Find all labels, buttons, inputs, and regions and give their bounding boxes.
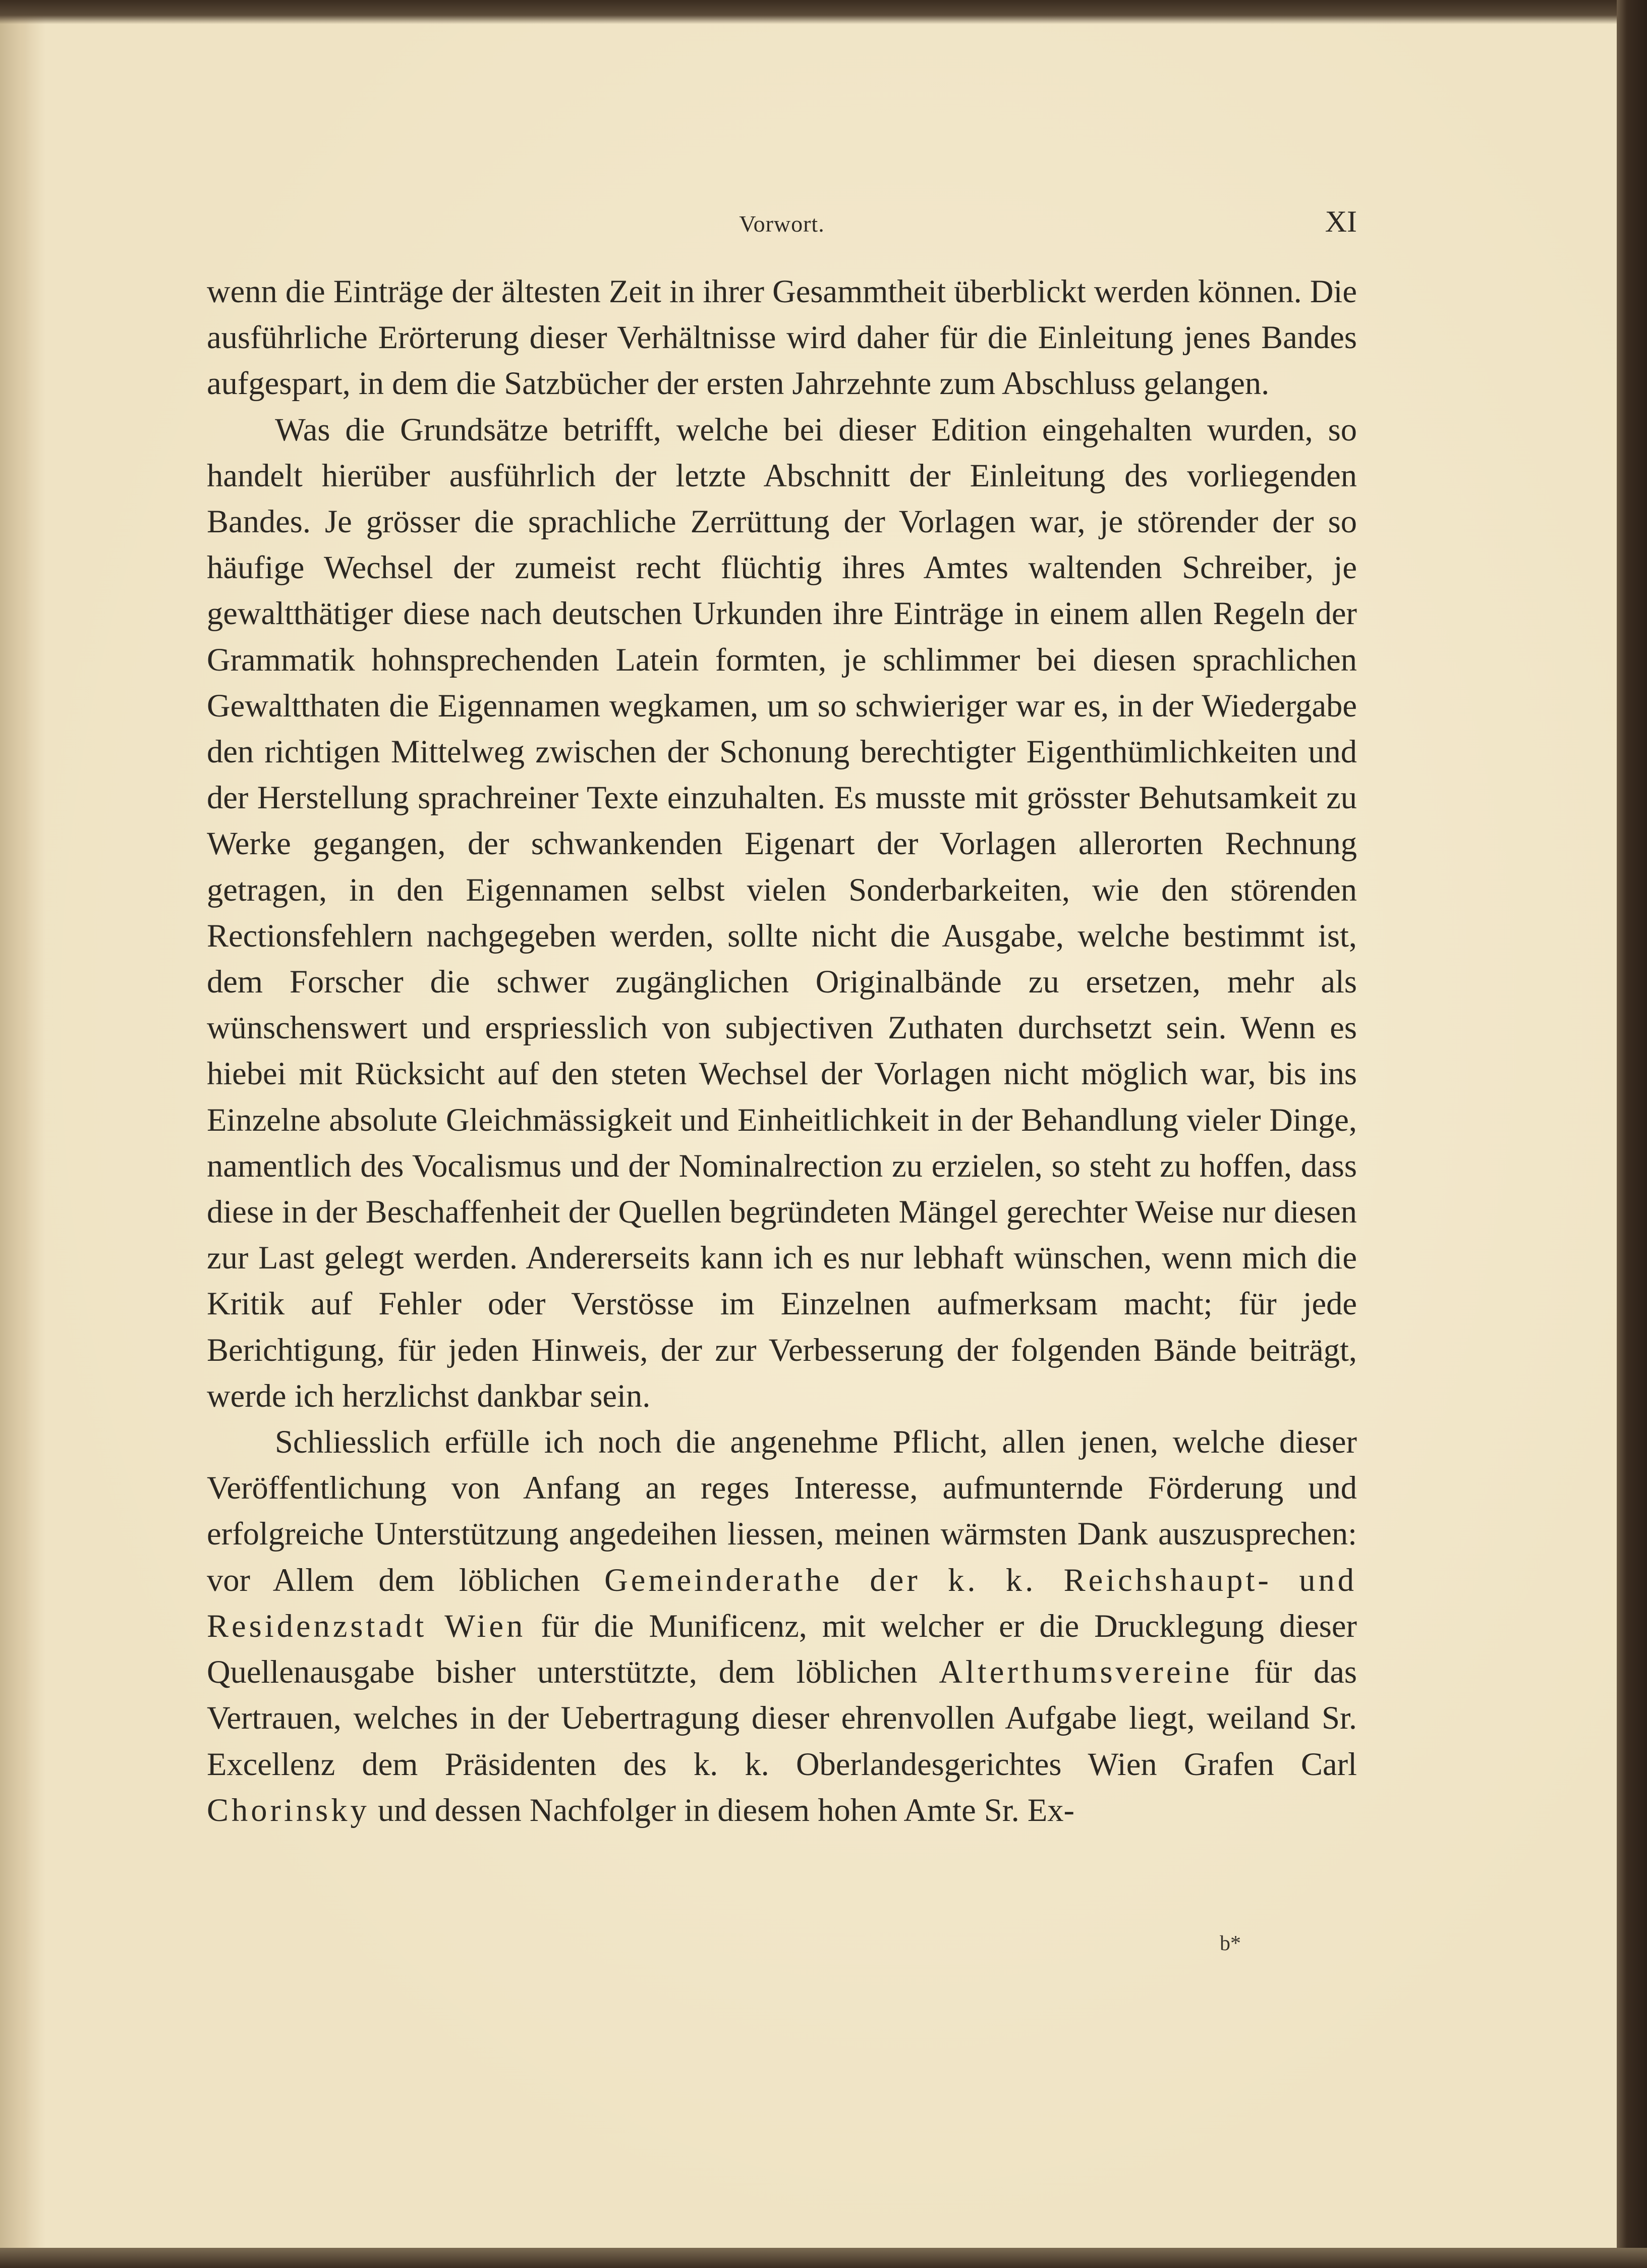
ack-text-3: für das Vertrauen, welches in der Uebertragung dieser ehrenvollen Aufgabe liegt, weiland Sr. Excellenz dem Präsidenten des k. k. Oberlandesgerichtes Wien Grafen Carl: [207, 1654, 1357, 1782]
scan-edge-bottom: [0, 2248, 1647, 2268]
body-text: [207, 268, 1357, 1833]
scan-edge-right: [1617, 0, 1647, 2268]
paragraph-acknowledgements: [207, 1419, 1357, 1833]
paragraph-continued: wenn die Einträge der ältesten Zeit in ihrer Gesammtheit überblickt werden können. Die ausführliche Erörterung dieser Verhältnisse wird daher für die Einleitung jenes Bandes aufgespart, in dem die Satzbücher der ersten Jahrzehnte zum Abschluss gelangen.: [207, 273, 1357, 402]
running-head: Vorwort.: [739, 211, 825, 237]
paragraph-principles: Was die Grundsätze betrifft, welche bei dieser Edition eingehalten wurden, so handelt hierüber ausführlich der letzte Abschnitt der Einleitung des vorliegenden Bandes. Je grösser die sprachliche Zerrüttung der Vorlagen war, je störender der so häufige Wechsel der zumeist recht flüchtig ihres Amtes waltenden Schreiber, je gewaltthätiger diese nach deutschen Urkunden ihre Einträge in einem allen Regeln der Grammatik hohnsprechenden Latein formten, je schlimmer bei diesen sprachlichen Gewaltthaten die Eigennamen wegkamen, um so schwieriger war es, in der Wiedergabe den richtigen Mittelweg zwischen der Schonung berechtigter Eigenthümlichkeiten und der Herstellung sprachreiner Texte einzuhalten. Es musste mit grösster Behutsamkeit zu Werke gegangen, der schwankenden Eigenart der Vorlagen allerorten Rechnung getragen, in den Eigennamen selbst vielen Sonderbarkeiten, wie den störenden Rectionsfehlern nachgegeben werden, sollte nicht die Ausgabe, welche bestimmt ist, dem Forscher die schwer zugänglichen Originalbände zu ersetzen, mehr als wünschenswert und erspriesslich von subjectiven Zuthaten durchsetzt sein. Wenn es hiebei mit Rücksicht auf den steten Wechsel der Vorlagen nicht möglich war, bis ins Einzelne absolute Gleichmässigkeit und Einheitlichkeit in der Behandlung vieler Dinge, namentlich des Vocalismus und der Nominalrection zu erzielen, so steht zu hoffen, dass diese in der Beschaffenheit der Quellen begründeten Mängel gerechter Weise nur diesen zur Last gelegt werden. Andererseits kann ich es nur lebhaft wünschen, wenn mich die Kritik auf Fehler oder Verstösse im Einzelnen aufmerksam macht; für jede Berichtigung, für jeden Hinweis, der zur Verbesserung der folgenden Bände beiträgt, werde ich herzlichst dankbar sein.: [207, 411, 1357, 1414]
scan-edge-top: [0, 0, 1647, 24]
ack-spaced-city-council: Gemeinderathe der k. k. Reichshaupt- und Residenzstadt Wien: [207, 1562, 1357, 1644]
ack-text-1: Schliesslich erfülle ich noch die angenehme Pflicht, allen jenen, welche dieser Veröffentlichung von Anfang an reges Interesse, aufmunternde Förderung und erfolgreiche Unterstützung angedeihen liessen, meinen wärmsten Dank auszusprechen: vor Allem dem löblichen: [207, 1424, 1357, 1598]
page-header: [207, 204, 1357, 245]
page-number: XI: [1325, 205, 1357, 238]
signature-mark: b*: [1220, 1932, 1241, 1955]
ack-spaced-antiquarian-society: Alterthumsvereine: [939, 1654, 1233, 1690]
ack-text-2: für die Munificenz, mit welcher er die Drucklegung dieser Quellenausgabe bisher unterstützte, dem löblichen: [207, 1608, 1357, 1690]
page-gutter-shadow: [0, 0, 45, 2268]
ack-text-4: und dessen Nachfolger in diesem hohen Amte Sr. Ex-: [377, 1792, 1074, 1828]
ack-spaced-chorinsky: Chorinsky: [207, 1792, 370, 1828]
